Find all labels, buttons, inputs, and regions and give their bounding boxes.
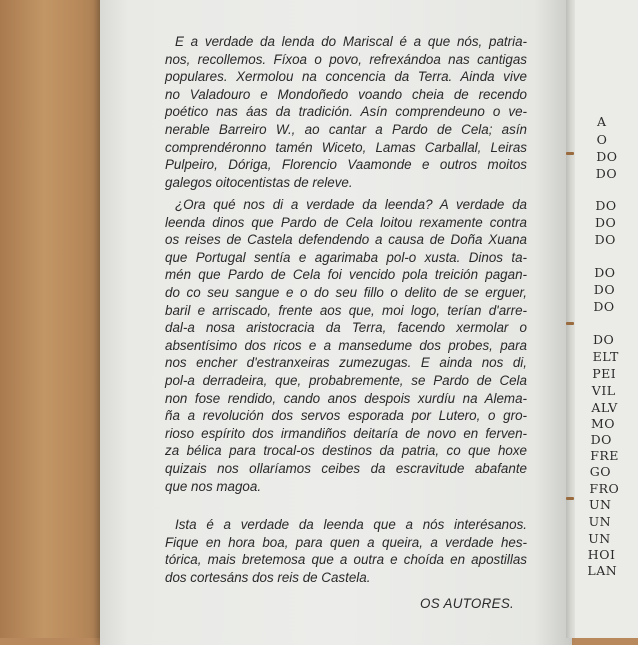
right-page-line-fragment: HOI [587,547,616,562]
paragraph-1 [165,33,527,191]
right-page-line-fragment: UN [588,531,611,546]
right-page-line-fragment: VIL [591,383,616,398]
text-line: E a verdade da lenda do Mariscal é a que nós, patria- [175,34,527,49]
right-page-line-fragment: ALV [591,400,618,415]
right-page-line-fragment: ELT [592,349,619,364]
right-page-line-fragment: DO [594,232,616,247]
right-page-line-fragment: DO [593,299,615,314]
text-line: ña a revolución dos servos esporada por Lutero, o gro- [165,408,527,424]
right-page-line-fragment: O [596,132,608,147]
text-line: que nos magoa. [165,478,262,494]
right-page-line-fragment: DO [595,215,617,230]
text-line: poético nas áas da tradición. Asín comprendeuno o ve- [165,104,527,120]
text-line: que Portugal sentía e agarimaba pol-o xusta. Dinos ta- [165,249,527,265]
text-line: za bélica para trocal-os destinos da patria, co que hoxe [165,443,527,459]
right-page-line-fragment: DO [596,149,618,164]
text-line: Fique en hora boa, para quen a queira, a verdade hes- [165,534,527,550]
binding-stitch [566,497,574,500]
text-line: absentísimo dos ricos e a mansedume dos probes, para [165,337,527,353]
text-line: Ista é a verdade da leenda que a nós interésanos. [175,517,527,532]
text-line: no Valadouro e Mondoñedo voando cheia de recendo [165,86,527,102]
text-line: nos, recollemos. Fíxoa o povo, refrexándoa nas cantigas [165,51,527,67]
text-line: mén que Pardo de Cela foi vencido pola treición pagan- [165,267,527,283]
right-page-line-fragment: LAN [587,563,618,578]
right-page-line-fragment: GO [589,464,612,479]
text-line: galegos oitocentistas de releve. [165,174,353,190]
paragraph-2 [165,196,527,495]
right-page-line-fragment: MO [591,416,616,431]
text-line: comprendéronno tamén Wiceto, Lamas Carballal, Leiras [165,139,527,155]
binding-stitch [566,322,574,325]
text-line: do co seu sangue e o do seu fillo o delito de se erguer, [165,284,527,300]
right-page-line-fragment: DO [595,166,618,181]
right-page-line-fragment: DO [593,332,615,347]
text-line: rioso espírito dos irmandiños deitaría de novo en ferven- [165,425,527,441]
text-line: quizais nos ollaríamos ceibes da escravitude abafante [165,460,527,476]
text-line: baril e arriscado, frente aos que, moi logo, terían d'arre- [165,302,527,318]
text-line: Pulpeiro, Dóriga, Florencio Vaamonde e outros moitos [165,157,527,173]
text-line: dos cortesáns dos reis de Castela. [165,569,371,585]
text-line: non fose rendido, cando anos despois xurdíu na Alema- [165,390,527,406]
right-page-line-fragment: PEI [592,366,617,381]
text-line: dal-a nosa aristocracia da Terra, facendo xermolar o [165,320,527,336]
text-line: leenda dinos que Pardo de Cela loitou rexamente contra [165,214,527,230]
binding-stitch [566,152,574,155]
wooden-table [0,0,110,638]
text-line: populares. Xermolou na concencia da Terra. Ainda vive [165,69,527,85]
text-line: ¿Ora qué nos di a verdade da leenda? A verdade da [175,197,527,212]
right-page-line-fragment: FRE [590,448,619,463]
right-page-line-fragment: UN [588,514,612,529]
signature-authors: OS AUTORES. [420,596,515,611]
right-page-line-fragment: FRO [589,481,620,496]
right-page-line-fragment: DO [590,432,612,447]
paragraph-3 [165,516,527,586]
right-page-line-fragment: DO [594,265,616,280]
right-page-line-fragment: A [597,114,607,129]
right-page-line-fragment: DO [595,198,617,213]
text-line: tórica, mais bretemosa que a outra e choída en apostillas [165,552,527,568]
text-line: pol-a derradeira, que, probabremente, se Pardo de Cela [165,372,527,388]
right-page-line-fragment: DO [593,282,616,297]
text-line: nos encher d'estranxeiras zumezugas. E ainda nos di, [165,355,527,371]
text-line: os reises de Castela defendendo a causa de Doña Xuana [165,232,527,248]
right-page-line-fragment: UN [589,497,612,512]
text-line: nerable Barreiro W., ao cantar a Pardo de Cela; asín [165,121,527,137]
